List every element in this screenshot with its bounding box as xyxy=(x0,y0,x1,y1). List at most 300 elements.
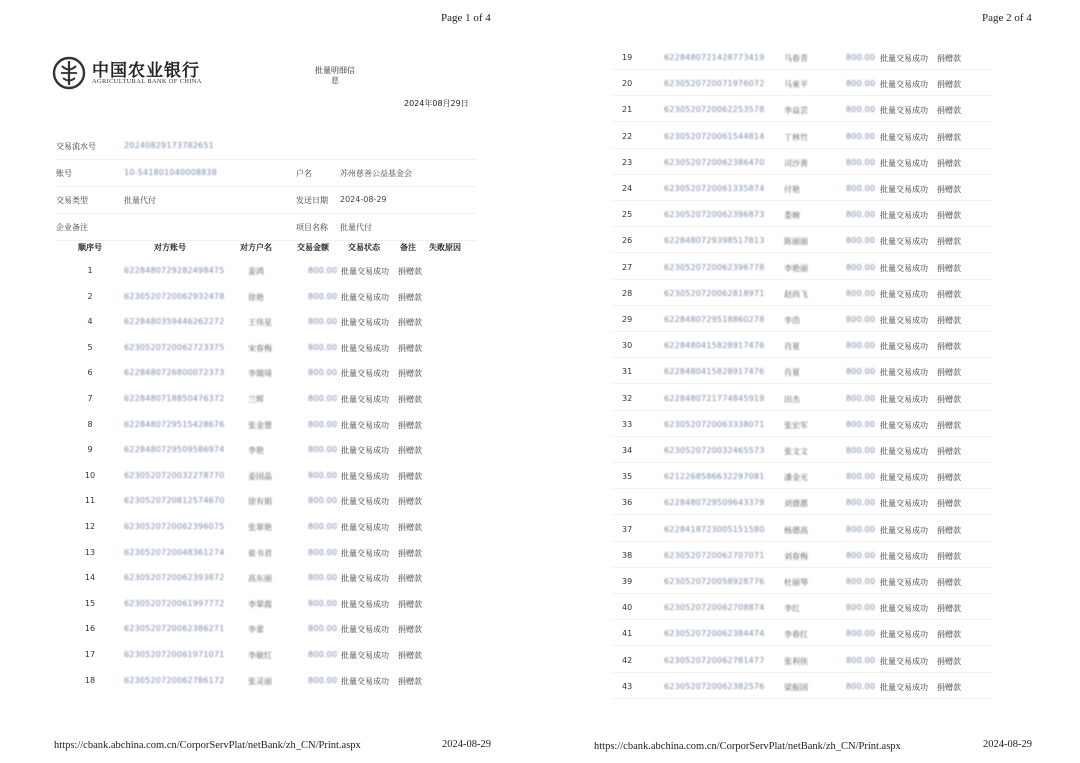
row-name: 刘德惠 xyxy=(784,499,808,509)
row-amount: 800.00 xyxy=(846,498,876,508)
row-status: 批量交易成功 xyxy=(341,625,389,635)
row-seq: 9 xyxy=(87,445,93,455)
row-status: 批量交易成功 xyxy=(341,523,389,532)
row-name: 张宏军 xyxy=(784,420,808,430)
row-amount: 800.00 xyxy=(846,131,876,141)
row-note: 捐赠款 xyxy=(937,682,961,692)
row-note: 捐赠款 xyxy=(937,499,961,509)
table-header xyxy=(60,242,500,262)
row-account: 6230520720062723375 xyxy=(124,342,225,352)
row-account: 6230520720058928776 xyxy=(664,577,765,586)
row-note: 捐赠款 xyxy=(398,343,422,353)
row-amount: 800.00 xyxy=(846,655,876,665)
row-status: 批量交易成功 xyxy=(880,682,928,692)
row-amount: 800.00 xyxy=(846,577,876,586)
row-account: 6230520720812574670 xyxy=(124,496,225,506)
row-amount: 800.00 xyxy=(846,367,876,377)
row-seq: 27 xyxy=(622,262,633,272)
row-note: 捐赠款 xyxy=(937,525,961,535)
row-seq: 43 xyxy=(622,681,633,691)
info-row-serial xyxy=(56,133,476,160)
row-seq: 31 xyxy=(622,367,633,377)
project-label: 项目名称 xyxy=(296,223,328,232)
row-seq: 1 xyxy=(87,266,93,275)
row-amount: 800.00 xyxy=(846,236,876,246)
row-amount: 800.00 xyxy=(308,368,338,378)
row-note: 捐赠款 xyxy=(937,394,961,404)
row-note: 捐赠款 xyxy=(937,54,961,63)
row-account: 6230520720062781477 xyxy=(664,655,765,665)
row-note: 捐赠款 xyxy=(937,420,961,430)
table-row xyxy=(612,551,992,571)
row-status: 批量交易成功 xyxy=(880,211,928,221)
header-status: 交易状态 xyxy=(348,243,380,252)
type-value: 批量代付 xyxy=(124,196,156,205)
row-name: 肖夏 xyxy=(784,368,800,378)
row-name: 潘金光 xyxy=(784,473,808,483)
row-account: 6230520720062386470 xyxy=(664,157,765,167)
row-status: 批量交易成功 xyxy=(341,395,389,404)
row-status: 批量交易成功 xyxy=(880,604,928,614)
info-row-type xyxy=(56,187,476,214)
table-row xyxy=(60,445,500,465)
row-status: 批量交易成功 xyxy=(341,651,389,660)
table-row xyxy=(612,577,992,597)
bank-logo xyxy=(52,56,242,96)
row-amount: 800.00 xyxy=(308,573,338,583)
table-row xyxy=(60,471,500,491)
row-note: 捐赠款 xyxy=(937,237,961,247)
row-amount: 800.00 xyxy=(308,419,338,429)
row-status: 批量交易成功 xyxy=(880,578,928,587)
row-amount: 800.00 xyxy=(846,105,876,115)
row-status: 批量交易成功 xyxy=(341,369,389,379)
row-name: 宋春梅 xyxy=(248,343,272,353)
row-name: 王伟星 xyxy=(248,318,272,328)
table-row xyxy=(612,472,992,492)
table-row xyxy=(60,292,500,312)
row-amount: 800.00 xyxy=(846,157,876,167)
row-seq: 30 xyxy=(622,341,633,351)
table-row xyxy=(612,629,992,649)
row-status: 批量交易成功 xyxy=(341,497,389,507)
row-account: 6230520720061971071 xyxy=(124,650,225,659)
row-account: 6228480415828917476 xyxy=(664,367,765,377)
row-amount: 800.00 xyxy=(846,341,876,351)
row-account: 6228418723005151580 xyxy=(664,524,765,534)
table-row xyxy=(612,420,992,440)
row-amount: 800.00 xyxy=(846,472,876,482)
header-account: 对方账号 xyxy=(154,243,186,252)
header-note: 备注 xyxy=(400,243,416,252)
info-row-account xyxy=(56,160,476,187)
row-status: 批量交易成功 xyxy=(880,342,928,352)
row-status: 批量交易成功 xyxy=(341,574,389,584)
row-status: 批量交易成功 xyxy=(880,185,928,194)
row-name: 李蕾 xyxy=(248,625,264,635)
row-name: 徐有娟 xyxy=(248,497,272,507)
row-account: 6212268586632297081 xyxy=(664,472,765,482)
row-amount: 800.00 xyxy=(308,394,338,403)
info-row-remark xyxy=(56,214,476,241)
row-account: 6230520720048361274 xyxy=(124,547,225,557)
row-account: 6228480729509643379 xyxy=(664,498,765,508)
row-amount: 800.00 xyxy=(308,317,338,327)
table-row xyxy=(612,603,992,623)
row-seq: 14 xyxy=(84,573,96,583)
row-account: 6228480729515428676 xyxy=(124,419,225,429)
row-note: 捐赠款 xyxy=(398,292,422,302)
table-row xyxy=(60,266,500,286)
row-name: 姜国晶 xyxy=(248,471,272,481)
row-account: 6230520720062386271 xyxy=(124,624,225,634)
row-note: 捐赠款 xyxy=(398,548,422,558)
row-note: 捐赠款 xyxy=(398,395,422,404)
row-note: 捐赠款 xyxy=(937,473,961,483)
row-seq: 19 xyxy=(622,53,633,62)
transaction-info xyxy=(56,133,476,241)
row-name: 高东丽 xyxy=(248,574,272,584)
row-name: 李春红 xyxy=(784,630,808,640)
table-row xyxy=(612,105,992,125)
row-name: 姜鸿 xyxy=(248,267,264,276)
footer-url-left: https://cbank.abchina.com.cn/CorporServPlat/netBank/zh_CN/Print.aspx xyxy=(54,740,361,751)
row-account: 6228480718850476372 xyxy=(124,394,225,403)
footer-date-left: 2024-08-29 xyxy=(442,739,491,750)
row-seq: 34 xyxy=(622,446,633,455)
row-account: 6230520720061544814 xyxy=(664,131,765,141)
row-note: 捐赠款 xyxy=(398,625,422,635)
row-status: 批量交易成功 xyxy=(880,54,928,63)
row-status: 批量交易成功 xyxy=(880,630,928,640)
row-seq: 25 xyxy=(622,210,633,220)
row-seq: 32 xyxy=(622,393,633,403)
row-status: 批量交易成功 xyxy=(880,473,928,483)
row-note: 捐赠款 xyxy=(937,80,961,90)
row-name: 梁振国 xyxy=(784,682,808,692)
holder-label: 户名 xyxy=(296,169,312,178)
row-seq: 6 xyxy=(87,368,93,378)
table-row xyxy=(612,525,992,545)
table-row xyxy=(60,522,500,542)
row-note: 捐赠款 xyxy=(937,342,961,352)
row-seq: 37 xyxy=(622,524,633,534)
table-row xyxy=(60,343,500,363)
row-amount: 800.00 xyxy=(846,419,876,429)
row-account: 6228480729518860278 xyxy=(664,315,765,324)
row-name: 付艳 xyxy=(784,185,800,194)
table-row xyxy=(60,624,500,644)
table-row xyxy=(612,289,992,309)
table-row xyxy=(60,420,500,440)
table-row xyxy=(60,394,500,414)
row-name: 赵尚飞 xyxy=(784,289,808,299)
table-row xyxy=(612,682,992,702)
table-row xyxy=(60,548,500,568)
table-row xyxy=(60,676,500,696)
row-note: 捐赠款 xyxy=(937,656,961,666)
row-seq: 35 xyxy=(622,472,633,482)
row-amount: 800.00 xyxy=(846,629,876,639)
row-note: 捐赠款 xyxy=(398,318,422,328)
row-note: 捐赠款 xyxy=(398,446,422,456)
header-name: 对方户名 xyxy=(240,243,272,252)
row-account: 6230520720032278770 xyxy=(124,470,225,480)
header-amount: 交易金额 xyxy=(297,243,329,252)
row-note: 捐赠款 xyxy=(398,497,422,507)
row-name: 兰辉 xyxy=(248,395,264,404)
row-account: 6228480729398517813 xyxy=(664,236,765,246)
row-account: 6228480726800072373 xyxy=(124,368,225,378)
row-name: 张文文 xyxy=(784,447,808,456)
row-seq: 41 xyxy=(622,629,633,639)
row-name: 杜丽琴 xyxy=(784,578,808,587)
row-note: 捐赠款 xyxy=(937,447,961,456)
row-amount: 800.00 xyxy=(846,262,876,272)
row-account: 6230520720062393872 xyxy=(124,573,225,583)
table-row xyxy=(612,341,992,361)
row-note: 捐赠款 xyxy=(937,368,961,378)
row-account: 6230520720062396873 xyxy=(664,210,765,220)
header-seq: 顺序号 xyxy=(78,243,102,252)
row-account: 6230520720062253578 xyxy=(664,105,765,115)
row-status: 批量交易成功 xyxy=(880,132,928,142)
row-note: 捐赠款 xyxy=(398,420,422,430)
footer-date-right: 2024-08-29 xyxy=(983,739,1032,750)
row-amount: 800.00 xyxy=(308,675,338,685)
row-account: 6228480415828917476 xyxy=(664,341,765,351)
row-account: 6230520720063338071 xyxy=(664,419,765,429)
row-note: 捐赠款 xyxy=(937,630,961,640)
table-row xyxy=(612,210,992,230)
row-name: 杨德高 xyxy=(784,525,808,535)
row-status: 批量交易成功 xyxy=(341,267,389,276)
table-row xyxy=(612,315,992,335)
row-status: 批量交易成功 xyxy=(341,548,389,558)
type-label: 交易类型 xyxy=(56,196,88,205)
transaction-table-left xyxy=(60,242,500,712)
row-status: 批量交易成功 xyxy=(880,368,928,378)
row-note: 捐赠款 xyxy=(937,185,961,194)
row-note: 捐赠款 xyxy=(398,369,422,379)
row-seq: 7 xyxy=(87,394,93,403)
row-amount: 800.00 xyxy=(846,603,876,613)
row-amount: 800.00 xyxy=(846,79,876,89)
row-amount: 800.00 xyxy=(846,524,876,534)
row-seq: 15 xyxy=(84,598,96,608)
row-account: 6230520720062396778 xyxy=(664,262,765,272)
row-note: 捐赠款 xyxy=(398,651,422,660)
table-row xyxy=(612,263,992,283)
bank-name-en: AGRICULTURAL BANK OF CHINA xyxy=(92,78,202,85)
page-number-right: Page 2 of 4 xyxy=(982,12,1032,24)
row-note: 捐赠款 xyxy=(937,158,961,168)
row-amount: 800.00 xyxy=(846,53,876,62)
row-note: 捐赠款 xyxy=(398,471,422,481)
table-row xyxy=(612,184,992,204)
row-seq: 28 xyxy=(622,288,633,298)
row-amount: 800.00 xyxy=(308,342,338,352)
row-seq: 26 xyxy=(622,236,633,246)
send-date-label: 发送日期 xyxy=(296,196,328,205)
bank-name-cn: 中国农业银行 xyxy=(92,61,200,80)
row-amount: 800.00 xyxy=(846,550,876,560)
row-amount: 800.00 xyxy=(308,266,338,275)
table-row xyxy=(612,367,992,387)
row-status: 批量交易成功 xyxy=(880,551,928,561)
document-title-line1: 批量明细信 xyxy=(315,66,355,75)
row-note: 捐赠款 xyxy=(937,316,961,325)
table-row xyxy=(612,53,992,73)
row-name: 张利侠 xyxy=(784,656,808,666)
row-seq: 23 xyxy=(622,157,633,167)
row-seq: 21 xyxy=(622,105,633,115)
row-amount: 800.00 xyxy=(846,210,876,220)
table-row xyxy=(60,650,500,670)
row-account: 6230520720062384474 xyxy=(664,629,765,639)
row-seq: 36 xyxy=(622,498,633,508)
row-name: 李艳 xyxy=(248,446,264,456)
row-seq: 33 xyxy=(622,419,633,429)
table-row xyxy=(612,132,992,152)
row-account: 6230520720062818971 xyxy=(664,288,765,298)
row-note: 捐赠款 xyxy=(937,211,961,221)
row-name: 张金慧 xyxy=(248,420,272,430)
row-status: 批量交易成功 xyxy=(341,446,389,456)
send-date-value: 2024-08-29 xyxy=(340,195,387,204)
row-name: 张灵丽 xyxy=(248,676,272,686)
row-seq: 38 xyxy=(622,550,633,560)
holder-value: 苏州慈善公益基金会 xyxy=(340,169,412,178)
row-account: 6230520720032465573 xyxy=(664,446,765,455)
row-name: 司沙善 xyxy=(784,158,808,168)
table-row xyxy=(60,317,500,337)
row-name: 马東平 xyxy=(784,80,808,90)
table-row xyxy=(612,498,992,518)
row-status: 批量交易成功 xyxy=(341,471,389,481)
row-name: 张翠艳 xyxy=(248,523,272,532)
abc-emblem-icon xyxy=(52,56,86,90)
row-account: 6230520720062707071 xyxy=(664,550,765,560)
row-amount: 800.00 xyxy=(308,291,338,301)
row-status: 批量交易成功 xyxy=(880,158,928,168)
table-row xyxy=(612,656,992,676)
row-amount: 800.00 xyxy=(846,681,876,691)
project-value: 批量代付 xyxy=(340,223,372,232)
document-title xyxy=(300,66,370,86)
row-amount: 800.00 xyxy=(846,184,876,193)
row-note: 捐赠款 xyxy=(937,551,961,561)
row-seq: 10 xyxy=(84,470,96,480)
row-account: 6228480729509586974 xyxy=(124,445,225,455)
row-seq: 4 xyxy=(87,317,93,327)
row-seq: 29 xyxy=(622,315,633,324)
row-status: 批量交易成功 xyxy=(880,106,928,116)
row-account: 6228480729282498475 xyxy=(124,266,225,275)
row-amount: 800.00 xyxy=(846,315,876,324)
row-seq: 12 xyxy=(84,522,96,531)
row-status: 批量交易成功 xyxy=(880,263,928,273)
table-row xyxy=(612,394,992,414)
row-account: 6230520720061335874 xyxy=(664,184,765,193)
row-seq: 24 xyxy=(622,184,633,193)
row-note: 捐赠款 xyxy=(398,676,422,686)
row-amount: 800.00 xyxy=(308,445,338,455)
row-account: 6230520720062382576 xyxy=(664,681,765,691)
row-account: 6230520720062708874 xyxy=(664,603,765,613)
row-status: 批量交易成功 xyxy=(880,525,928,535)
table-row xyxy=(612,79,992,99)
row-seq: 18 xyxy=(84,675,96,685)
row-seq: 13 xyxy=(84,547,96,557)
row-seq: 42 xyxy=(622,655,633,665)
row-name: 刘春梅 xyxy=(784,551,808,561)
row-amount: 800.00 xyxy=(308,547,338,557)
row-amount: 800.00 xyxy=(308,650,338,659)
account-label: 账号 xyxy=(56,169,72,178)
row-status: 批量交易成功 xyxy=(341,420,389,430)
row-status: 批量交易成功 xyxy=(880,289,928,299)
row-name: 李艳丽 xyxy=(784,263,808,273)
row-note: 捐赠款 xyxy=(398,574,422,584)
row-account: 6228480721428773419 xyxy=(664,53,765,62)
account-value: 10-541801040008838 xyxy=(124,168,218,177)
table-row xyxy=(60,573,500,593)
row-account: 6228480359446262272 xyxy=(124,317,225,327)
row-name: 肖夏 xyxy=(784,342,800,352)
row-account: 6230520720062932478 xyxy=(124,291,225,301)
row-status: 批量交易成功 xyxy=(880,394,928,404)
row-amount: 800.00 xyxy=(308,598,338,608)
row-name: 徐艳 xyxy=(248,292,264,302)
row-note: 捐赠款 xyxy=(937,578,961,587)
table-row xyxy=(60,599,500,619)
row-status: 批量交易成功 xyxy=(341,343,389,353)
row-name: 娄婉 xyxy=(784,211,800,221)
row-name: 李翠霞 xyxy=(248,599,272,609)
row-status: 批量交易成功 xyxy=(341,676,389,686)
row-amount: 800.00 xyxy=(846,288,876,298)
transaction-table-right xyxy=(612,48,992,708)
table-row xyxy=(612,446,992,466)
row-status: 批量交易成功 xyxy=(880,80,928,90)
row-account: 6228480721774845919 xyxy=(664,393,765,403)
row-amount: 800.00 xyxy=(846,393,876,403)
row-name: 李瑞琦 xyxy=(248,369,272,379)
row-note: 捐赠款 xyxy=(398,523,422,532)
row-amount: 800.00 xyxy=(308,624,338,634)
footer-url-right: https://cbank.abchina.com.cn/CorporServPlat/netBank/zh_CN/Print.aspx xyxy=(594,741,901,752)
row-name: 田杰 xyxy=(784,394,800,404)
row-account: 6230520720062786172 xyxy=(124,675,225,685)
row-seq: 8 xyxy=(87,419,93,429)
row-account: 6230520720062396075 xyxy=(124,522,225,531)
row-seq: 16 xyxy=(84,624,96,634)
row-status: 批量交易成功 xyxy=(341,318,389,328)
document-date: 2024年08月29日 xyxy=(404,99,469,108)
row-status: 批量交易成功 xyxy=(880,656,928,666)
row-name: 崔书君 xyxy=(248,548,272,558)
row-note: 捐赠款 xyxy=(937,132,961,142)
row-note: 捐赠款 xyxy=(937,263,961,273)
row-status: 批量交易成功 xyxy=(880,447,928,456)
row-note: 捐赠款 xyxy=(398,267,422,276)
table-row xyxy=(612,236,992,256)
row-amount: 800.00 xyxy=(308,496,338,506)
row-amount: 800.00 xyxy=(308,522,338,531)
row-account: 6230520720061997772 xyxy=(124,598,225,608)
row-name: 陈丽丽 xyxy=(784,237,808,247)
